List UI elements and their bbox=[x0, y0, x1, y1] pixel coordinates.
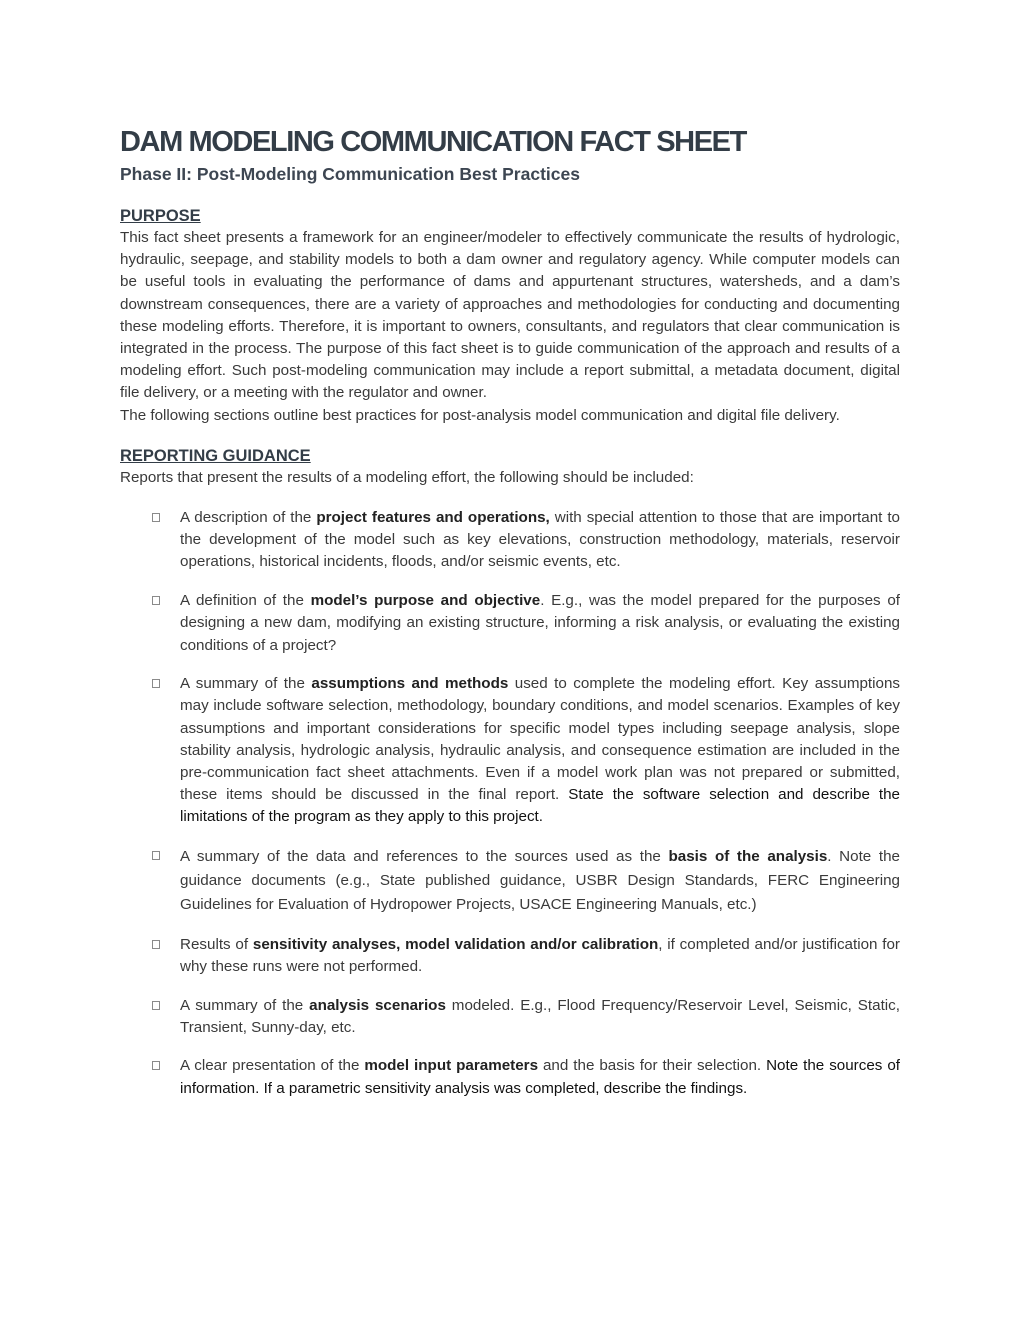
following-paragraph: The following sections outline best practices for post-analysis model communication and digital file delivery. bbox=[120, 406, 840, 424]
checkbox-bullet-icon bbox=[152, 513, 160, 522]
document-page bbox=[120, 124, 900, 1116]
list-item: A clear presentation of the model input parameters and the basis for their selection. Note the sources of information. If a parametric sensitivity analysis was completed, describe the findings. bbox=[120, 1055, 900, 1099]
list-item: Results of sensitivity analyses, model validation and/or calibration, if completed and/or justification for why these runs were not performed. bbox=[120, 934, 900, 978]
checkbox-bullet-icon bbox=[152, 1001, 160, 1010]
checkbox-bullet-icon bbox=[152, 851, 160, 860]
checkbox-bullet-icon bbox=[152, 1061, 160, 1070]
reporting-guidance-heading: REPORTING GUIDANCE bbox=[120, 446, 311, 465]
reporting-intro: Reports that present the results of a modeling effort, the following should be included: bbox=[120, 468, 694, 486]
checkbox-bullet-icon bbox=[152, 596, 160, 605]
document-title: DAM MODELING COMMUNICATION FACT SHEET bbox=[120, 126, 746, 158]
list-item: A definition of the model’s purpose and objective. E.g., was the model prepared for the purposes of designing a new dam, modifying an existing structure, informing a risk analysis, or evaluating the existing conditions of a project? bbox=[120, 590, 900, 657]
purpose-paragraph: This fact sheet presents a framework for an engineer/modeler to effectively communicate the results of hydrologic, hydraulic, seepage, and stability models to both a dam owner and regulatory agency. While computer models can be useful tools in evaluating the performance of dams and appurtenant structures, watersheds, and a dam’s downstream consequences, there are a variety of approaches and methodologies for conducting and documenting these modeling efforts. Therefore, it is important to owners, consultants, and regulators that clear communication is integrated in the process. The purpose of this fact sheet is to guide communication of the approach and results of a modeling effort. Such post-modeling communication may include a report submittal, a metadata document, digital file delivery, or a meeting with the regulator and owner. bbox=[120, 229, 900, 402]
list-item: A summary of the data and references to the sources used as the basis of the analysis. Note the guidance documents (e.g., State published guidance, USBR Design Standards, FERC Engineering Guidelines for Evaluation of Hydropower Projects, USACE Engineering Manuals, etc.) bbox=[120, 845, 900, 917]
list-item: A summary of the assumptions and methods used to complete the modeling effort. Key assumptions may include software selection, methodology, boundary conditions, and model scenarios. Examples of key assumptions and important considerations for specific model types including seepage analysis, slope stability analysis, hydrologic analysis, hydraulic analysis, and consequence estimation are included in the pre-communication fact sheet attachments. Even if a model work plan was not prepared or submitted, these items should be discussed in the final report. State the software selection and describe the limitations of the program as they apply to this project. bbox=[120, 673, 900, 828]
reporting-items-list bbox=[120, 507, 900, 1100]
checkbox-bullet-icon bbox=[152, 679, 160, 688]
checkbox-bullet-icon bbox=[152, 940, 160, 949]
list-item: A description of the project features and operations, with special attention to those that are important to the development of the model such as key elevations, construction methodology, materials, reservoir operations, historical incidents, floods, and/or seismic events, etc. bbox=[120, 507, 900, 574]
document-subtitle: Phase II: Post-Modeling Communication Best Practices bbox=[120, 164, 580, 184]
list-item: A summary of the analysis scenarios modeled. E.g., Flood Frequency/Reservoir Level, Seismic, Static, Transient, Sunny-day, etc. bbox=[120, 995, 900, 1039]
purpose-heading: PURPOSE bbox=[120, 207, 201, 225]
